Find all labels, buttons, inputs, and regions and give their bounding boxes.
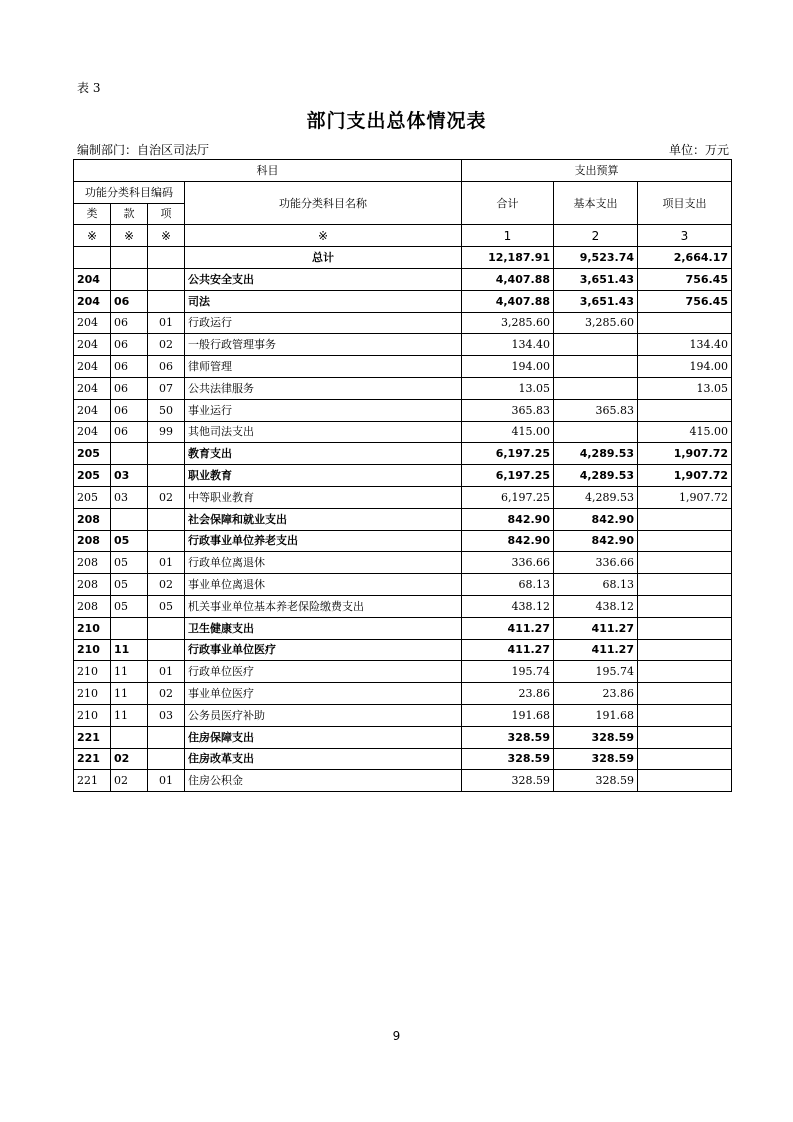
lei-cell: 204 [74,399,111,421]
xiang-cell [148,617,185,639]
total-cell: 6,197.25 [462,465,554,487]
total-cell: 194.00 [462,356,554,378]
basic-cell [554,377,638,399]
total-cell: 23.86 [462,683,554,705]
basic-cell: 411.27 [554,639,638,661]
project-cell: 134.40 [638,334,732,356]
lei-cell: 210 [74,661,111,683]
lei-cell: 208 [74,530,111,552]
lei-cell: 204 [74,421,111,443]
xiang-cell: 02 [148,334,185,356]
xiang-cell: 02 [148,574,185,596]
lei-cell: 204 [74,290,111,312]
project-cell [638,770,732,792]
name-cell: 住房改革支出 [185,748,462,770]
expenditure-table [73,159,732,792]
header-row-1 [74,160,732,182]
table-row [74,770,732,792]
basic-cell: 411.27 [554,617,638,639]
project-header: 项目支出 [638,181,732,225]
project-cell [638,748,732,770]
basic-cell: 68.13 [554,574,638,596]
table-row [74,443,732,465]
kuan-cell [111,443,148,465]
project-cell [638,312,732,334]
xiang-cell: 07 [148,377,185,399]
department-label: 编制部门：自治区司法厅 [77,143,210,157]
kuan-cell: 06 [111,290,148,312]
kuan-cell: 06 [111,334,148,356]
table-row [74,704,732,726]
lei-cell: 205 [74,443,111,465]
lei-cell: 205 [74,486,111,508]
name-header: 功能分类科目名称 [185,181,462,225]
basic-cell: 3,285.60 [554,312,638,334]
name-cell: 职业教育 [185,465,462,487]
total-cell: 4,407.88 [462,290,554,312]
total-cell: 13.05 [462,377,554,399]
xiang-cell [148,530,185,552]
total-cell: 6,197.25 [462,443,554,465]
total-cell: 4,407.88 [462,268,554,290]
project-cell [638,683,732,705]
project-cell: 13.05 [638,377,732,399]
xiang-cell [148,508,185,530]
xiang-cell: 02 [148,683,185,705]
xiang-cell [148,639,185,661]
name-cell: 行政单位医疗 [185,661,462,683]
project-cell [638,617,732,639]
total-cell: 68.13 [462,574,554,596]
lei-cell: 221 [74,726,111,748]
basic-cell: 842.90 [554,508,638,530]
basic-cell: 4,289.53 [554,465,638,487]
table-row [74,530,732,552]
total-cell: 12,187.91 [462,247,554,269]
col-index-1: 1 [462,225,554,247]
xiang-cell [148,748,185,770]
project-cell: 2,664.17 [638,247,732,269]
table-row [74,268,732,290]
basic-cell: 3,651.43 [554,268,638,290]
table-row [74,465,732,487]
lei-cell: 204 [74,377,111,399]
table-row [74,290,732,312]
lei-cell: 205 [74,465,111,487]
kuan-cell: 06 [111,399,148,421]
mark-cell: ※ [74,225,111,247]
basic-cell: 328.59 [554,726,638,748]
table-row [74,486,732,508]
name-cell: 中等职业教育 [185,486,462,508]
xiang-cell [148,726,185,748]
name-cell: 其他司法支出 [185,421,462,443]
kuan-cell: 03 [111,465,148,487]
lei-cell: 210 [74,617,111,639]
name-cell: 住房公积金 [185,770,462,792]
total-cell: 328.59 [462,726,554,748]
lei-cell: 204 [74,312,111,334]
project-cell [638,704,732,726]
header-row-2 [74,181,732,203]
kuan-cell: 05 [111,595,148,617]
name-cell: 事业单位医疗 [185,683,462,705]
lei-cell: 208 [74,508,111,530]
xiang-cell: 02 [148,486,185,508]
table-row [74,574,732,596]
name-cell: 行政事业单位医疗 [185,639,462,661]
table-row [74,683,732,705]
xiang-cell [148,443,185,465]
kuan-cell: 11 [111,704,148,726]
mark-cell: ※ [185,225,462,247]
kuan-cell [111,726,148,748]
kuan-cell: 05 [111,574,148,596]
total-cell: 3,285.60 [462,312,554,334]
kuan-cell: 06 [111,421,148,443]
kuan-cell: 05 [111,552,148,574]
project-cell: 1,907.72 [638,486,732,508]
project-cell: 194.00 [638,356,732,378]
basic-cell: 365.83 [554,399,638,421]
xiang-cell: 99 [148,421,185,443]
lei-cell: 221 [74,748,111,770]
name-cell: 住房保障支出 [185,726,462,748]
basic-cell: 336.66 [554,552,638,574]
name-cell: 行政单位离退休 [185,552,462,574]
basic-header: 基本支出 [554,181,638,225]
total-cell: 411.27 [462,617,554,639]
total-cell: 365.83 [462,399,554,421]
table-row [74,377,732,399]
name-cell: 公共安全支出 [185,268,462,290]
basic-cell: 3,651.43 [554,290,638,312]
basic-cell: 4,289.53 [554,486,638,508]
name-cell: 卫生健康支出 [185,617,462,639]
table-row [74,639,732,661]
mark-cell: ※ [148,225,185,247]
table-row [74,748,732,770]
xiang-cell [148,290,185,312]
name-cell: 司法 [185,290,462,312]
basic-cell [554,356,638,378]
project-cell [638,399,732,421]
xiang-cell [148,247,185,269]
kuan-cell [111,268,148,290]
project-cell [638,552,732,574]
xiang-cell: 05 [148,595,185,617]
lei-cell: 204 [74,268,111,290]
xiang-header: 项 [148,203,185,225]
page-number: 9 [392,1029,401,1043]
name-cell: 公共法律服务 [185,377,462,399]
table-row [74,661,732,683]
kuan-cell: 06 [111,356,148,378]
total-cell: 328.59 [462,748,554,770]
table-row [74,617,732,639]
budget-header: 支出预算 [462,160,732,182]
xiang-cell: 01 [148,770,185,792]
lei-header: 类 [74,203,111,225]
kuan-cell [111,617,148,639]
total-cell: 842.90 [462,508,554,530]
index-row [74,225,732,247]
basic-cell [554,421,638,443]
project-cell [638,726,732,748]
project-cell [638,508,732,530]
kuan-cell: 02 [111,770,148,792]
subject-header: 科目 [74,160,462,182]
lei-cell: 210 [74,704,111,726]
total-header: 合计 [462,181,554,225]
name-cell: 教育支出 [185,443,462,465]
table-row [74,552,732,574]
xiang-cell: 01 [148,552,185,574]
project-cell [638,595,732,617]
name-cell: 机关事业单位基本养老保险缴费支出 [185,595,462,617]
project-cell [638,639,732,661]
xiang-cell: 06 [148,356,185,378]
table-row [74,399,732,421]
table-row [74,421,732,443]
col-index-3: 3 [638,225,732,247]
basic-cell [554,334,638,356]
lei-cell: 204 [74,334,111,356]
lei-cell: 210 [74,683,111,705]
project-cell [638,530,732,552]
table-number: 表 3 [77,81,101,95]
name-cell: 社会保障和就业支出 [185,508,462,530]
col-index-2: 2 [554,225,638,247]
table-row [74,356,732,378]
basic-cell: 438.12 [554,595,638,617]
total-cell: 842.90 [462,530,554,552]
total-cell: 411.27 [462,639,554,661]
kuan-cell: 06 [111,377,148,399]
basic-cell: 9,523.74 [554,247,638,269]
xiang-cell: 01 [148,312,185,334]
total-cell: 134.40 [462,334,554,356]
name-cell: 公务员医疗补助 [185,704,462,726]
lei-cell: 210 [74,639,111,661]
lei-cell: 208 [74,574,111,596]
mark-cell: ※ [111,225,148,247]
name-cell: 行政运行 [185,312,462,334]
kuan-cell [111,247,148,269]
kuan-cell: 02 [111,748,148,770]
code-group-header: 功能分类科目编码 [74,181,185,203]
table-row [74,595,732,617]
project-cell: 756.45 [638,290,732,312]
name-cell: 行政事业单位养老支出 [185,530,462,552]
lei-cell [74,247,111,269]
total-cell: 438.12 [462,595,554,617]
xiang-cell [148,268,185,290]
name-cell: 律师管理 [185,356,462,378]
kuan-cell: 11 [111,639,148,661]
project-cell [638,574,732,596]
kuan-cell: 11 [111,661,148,683]
table-row [74,312,732,334]
total-cell: 328.59 [462,770,554,792]
table-row [74,508,732,530]
name-cell: 总计 [185,247,462,269]
basic-cell: 842.90 [554,530,638,552]
kuan-cell: 03 [111,486,148,508]
lei-cell: 221 [74,770,111,792]
basic-cell: 191.68 [554,704,638,726]
kuan-header: 款 [111,203,148,225]
xiang-cell [148,465,185,487]
table-row [74,334,732,356]
kuan-cell [111,508,148,530]
page-title: 部门支出总体情况表 [306,110,487,132]
xiang-cell: 03 [148,704,185,726]
name-cell: 一般行政管理事务 [185,334,462,356]
project-cell: 1,907.72 [638,443,732,465]
total-cell: 415.00 [462,421,554,443]
project-cell: 1,907.72 [638,465,732,487]
project-cell: 415.00 [638,421,732,443]
lei-cell: 208 [74,552,111,574]
project-cell [638,661,732,683]
basic-cell: 328.59 [554,770,638,792]
table-row [74,247,732,269]
kuan-cell: 11 [111,683,148,705]
total-cell: 6,197.25 [462,486,554,508]
name-cell: 事业运行 [185,399,462,421]
table-row [74,726,732,748]
lei-cell: 204 [74,356,111,378]
xiang-cell: 01 [148,661,185,683]
unit-label: 单位：万元 [668,143,729,157]
name-cell: 事业单位离退休 [185,574,462,596]
project-cell: 756.45 [638,268,732,290]
kuan-cell: 06 [111,312,148,334]
basic-cell: 195.74 [554,661,638,683]
basic-cell: 23.86 [554,683,638,705]
total-cell: 191.68 [462,704,554,726]
total-cell: 195.74 [462,661,554,683]
xiang-cell: 50 [148,399,185,421]
lei-cell: 208 [74,595,111,617]
kuan-cell: 05 [111,530,148,552]
total-cell: 336.66 [462,552,554,574]
basic-cell: 328.59 [554,748,638,770]
basic-cell: 4,289.53 [554,443,638,465]
